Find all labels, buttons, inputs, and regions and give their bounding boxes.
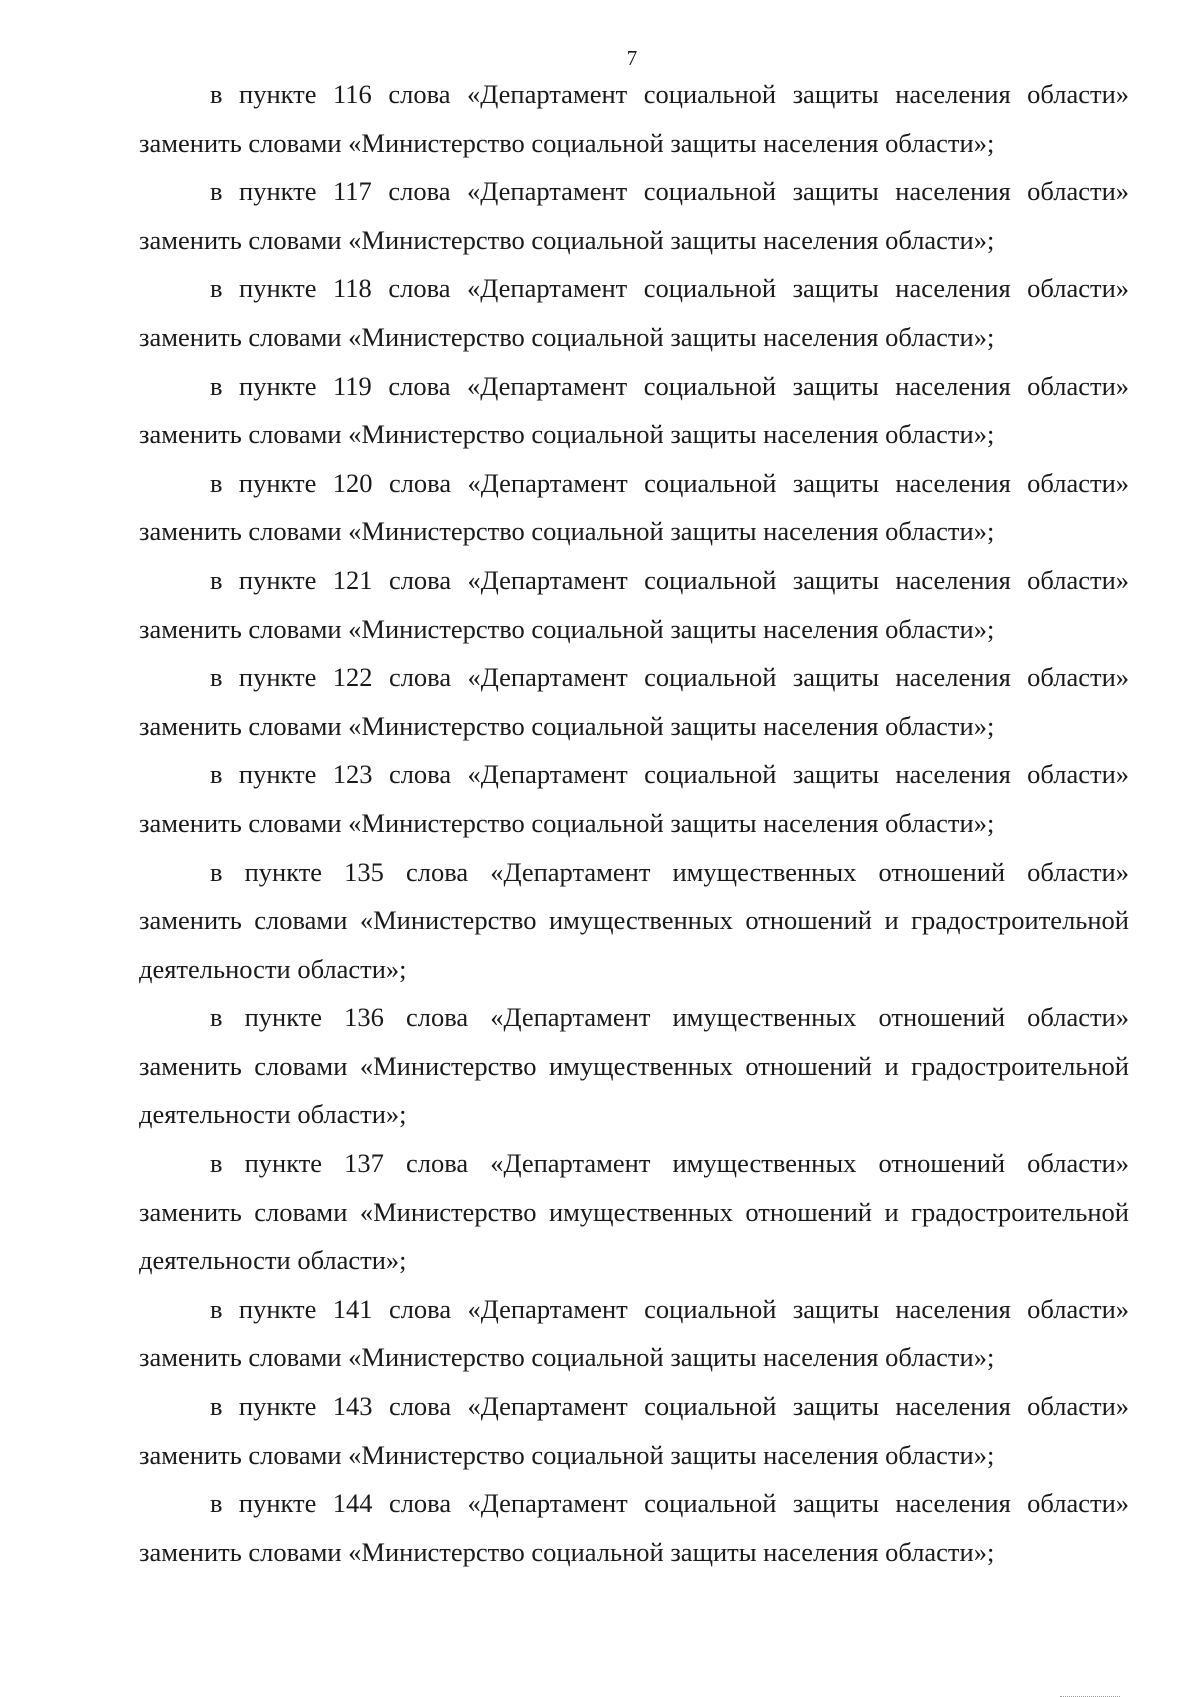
amendment-paragraph-137: в пункте 137 слова «Департамент имущественных отношений области» заменить словами «Министерство имущественных отношений и градостроительной деятельности области»; [139,1148,1129,1276]
amendment-paragraph-136: в пункте 136 слова «Департамент имущественных отношений области» заменить словами «Министерство имущественных отношений и градостроительной деятельности области»; [139,1002,1129,1130]
amendment-paragraph-116: в пункте 116 слова «Департамент социальной защиты населения области» заменить словами «Министерство социальной защиты населения области»; [139,79,1129,158]
amendment-paragraph-135: в пункте 135 слова «Департамент имущественных отношений области» заменить словами «Министерство имущественных отношений и градостроительной деятельности области»; [139,856,1129,984]
page-number: 7 [626,46,638,70]
amendment-paragraph-143: в пункте 143 слова «Департамент социальной защиты населения области» заменить словами «Министерство социальной защиты населения области»; [139,1391,1129,1470]
amendment-paragraph-120: в пункте 120 слова «Департамент социальной защиты населения области» заменить словами «Министерство социальной защиты населения области»; [139,467,1129,547]
amendment-paragraph-117: в пункте 117 слова «Департамент социальной защиты населения области» заменить словами «Министерство социальной защиты населения области»; [139,176,1129,255]
scan-artifact [1060,1686,1120,1697]
amendment-paragraph-119: в пункте 119 слова «Департамент социальной защиты населения области» заменить словами «Министерство социальной защиты населения области»; [139,370,1129,450]
amendment-paragraph-118: в пункте 118 слова «Департамент социальной защиты населения области» заменить словами «Министерство социальной защиты населения области»; [139,273,1129,352]
amendment-paragraph-122: в пункте 122 слова «Департамент социальной защиты населения области» заменить словами «Министерство социальной защиты населения области»; [139,662,1129,741]
amendment-paragraph-121: в пункте 121 слова «Департамент социальной защиты населения области» заменить словами «Министерство социальной защиты населения области»; [139,564,1129,644]
amendment-paragraph-141: в пункте 141 слова «Департамент социальной защиты населения области» заменить словами «Министерство социальной защиты населения области»; [139,1293,1129,1373]
document-body [139,70,1129,1576]
amendment-paragraph-144: в пункте 144 слова «Департамент социальной защиты населения области» заменить словами «Министерство социальной защиты населения области»; [139,1488,1129,1567]
amendment-paragraph-123: в пункте 123 слова «Департамент социальной защиты населения области» заменить словами «Министерство социальной защиты населения области»; [139,759,1129,838]
